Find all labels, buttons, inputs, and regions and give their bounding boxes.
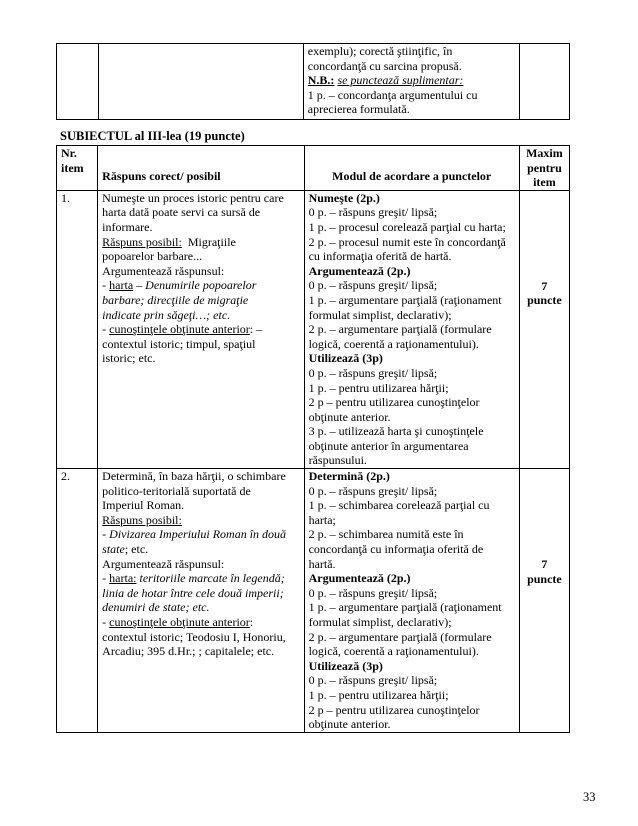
continuation-empty-cell <box>519 44 569 120</box>
text-span: - <box>102 322 110 337</box>
text-line: barbare; direcţiile de migraţie <box>102 292 249 307</box>
text-line: 1 p. – pentru utilizarea hărţii; <box>308 380 449 395</box>
continuation-empty-cell <box>99 44 304 120</box>
text-line: aprecierea formulată. <box>307 102 410 117</box>
possible-answer-label: Răspuns posibil: <box>102 512 182 527</box>
text-span: Denumirile popoarelor <box>145 278 257 293</box>
text-line: 1 p. – argumentare parţială (raţionament <box>308 292 502 307</box>
text-span: cunoştinţele obţinute anterior <box>109 615 250 629</box>
text-line <box>102 615 299 630</box>
text-line: 2 p. – schimbarea numită este în <box>308 527 464 542</box>
header-answer-label: Răspuns corect/ posibil <box>102 169 221 184</box>
max-points-value: 7 <box>541 557 548 572</box>
text-line: Determină, în baza hărţii, o schimbare <box>102 469 286 484</box>
text-span: teritoriile marcate în legendă; <box>136 571 285 586</box>
text-line: formulat simplist, declarativ); <box>308 615 452 629</box>
criterion-heading: Utilizează (3p) <box>308 658 383 673</box>
max-points-unit: puncte <box>527 293 562 308</box>
max-points-cell <box>519 469 569 733</box>
text-line: formulat simplist, declarativ); <box>308 307 452 322</box>
text-line: concordanţă cu sarcina propusă. <box>307 58 462 73</box>
text-line: informare. <box>102 219 153 234</box>
text-line: 2 p. – argumentare parţială (formulare <box>308 629 492 644</box>
text-line: 2 p. – argumentare parţială (formulare <box>308 322 492 337</box>
text-line <box>102 322 299 337</box>
continuation-table <box>56 43 570 120</box>
header-nr: Nr. <box>61 146 77 160</box>
header-answer <box>98 146 304 191</box>
text-line: Argumentează răspunsul: <box>102 556 225 571</box>
text-span: - <box>102 571 110 586</box>
text-line: cu informaţia oferită de hartă. <box>308 249 452 264</box>
header-scoring <box>304 146 519 191</box>
nb-label: N.B.: <box>307 73 335 88</box>
max-points-unit: puncte <box>527 571 562 586</box>
item-number: 2. <box>57 469 98 733</box>
answer-cell <box>98 469 304 733</box>
text-line: exemplu); corectă ştiinţific, în <box>307 44 453 58</box>
header-nr-item <box>57 146 98 191</box>
criterion-heading: Numeşte (2p.) <box>308 190 380 205</box>
text-line: obţinute anterior. <box>308 717 391 732</box>
scoring-cell <box>304 469 519 733</box>
text-line: 1 p. – concordanţa argumentului cu <box>307 87 478 102</box>
text-line: hartă. <box>308 556 336 571</box>
text-line: harta dată poate servi ca sursă de <box>102 205 261 220</box>
text-span: – <box>133 278 146 293</box>
text-line: logică, coerentă a raţionamentului). <box>308 336 479 351</box>
text-line: 1 p. – pentru utilizarea hărţii; <box>308 687 449 702</box>
header-max-line: Maxim <box>526 146 563 160</box>
nb-line <box>308 73 515 88</box>
text-line: Imperiul Roman. <box>102 498 185 513</box>
text-line: 0 p. – răspuns greşit/ lipsă; <box>308 278 438 293</box>
criterion-heading: Argumentează (2p.) <box>308 263 411 278</box>
text-line: 0 p. – răspuns greşit/ lipsă; <box>308 205 438 220</box>
possible-answer-label: Răspuns posibil: <box>102 234 182 249</box>
page-number: 33 <box>583 790 596 804</box>
header-row <box>57 146 570 191</box>
text-line: 1 p. – argumentare parţială (raţionament <box>308 600 502 615</box>
criterion-heading: Determină (2p.) <box>308 469 390 484</box>
header-scoring-label: Modul de acordare a punctelor <box>332 169 492 184</box>
header-max <box>519 146 569 191</box>
text-line: 2 p – pentru utilizarea cunoştinţelor <box>308 395 480 410</box>
text-line: obţinute anterior în argumentarea <box>308 438 469 453</box>
text-span: : – <box>249 322 263 337</box>
text-line: Argumentează răspunsul: <box>102 263 225 278</box>
text-line: Numeşte un proces istoric pentru care <box>102 190 284 205</box>
text-line: - Divizarea Imperiului Roman în două <box>102 527 287 542</box>
text-span: harta <box>109 278 134 293</box>
text-line: indicate prin săgeţi…; etc. <box>102 307 231 322</box>
text-line: 2 p – pentru utilizarea cunoştinţelor <box>308 702 480 717</box>
text-line: răspunsului. <box>308 453 367 468</box>
item-number: 1. <box>57 190 98 468</box>
text-line: 1 p. – schimbarea corelează parţial cu <box>308 498 490 513</box>
text-line <box>102 542 299 557</box>
text-span: Migraţiile <box>187 234 236 249</box>
table-row <box>57 190 570 468</box>
scoring-cell <box>304 190 519 468</box>
nb-text: se punctează suplimentar: <box>337 73 464 88</box>
text-span: ; etc. <box>124 542 149 557</box>
text-line: linia de hotar între cele două imperii; <box>102 585 284 600</box>
answer-cell <box>98 190 304 468</box>
text-line <box>102 571 299 586</box>
text-line: obţinute anterior. <box>308 409 391 424</box>
text-span: harta: <box>109 571 137 586</box>
text-span: cunoştinţele obţinute anterior <box>109 322 250 337</box>
text-line: 1 p. – procesul corelează parţial cu harta; <box>308 219 506 234</box>
header-max-line: pentru <box>527 160 562 175</box>
criterion-heading: Argumentează (2p.) <box>308 571 411 586</box>
max-points-value: 7 <box>541 278 548 293</box>
text-line: denumiri de state; etc. <box>102 600 210 615</box>
text-span: - <box>102 615 110 629</box>
text-line: harta; <box>308 512 336 527</box>
continuation-empty-cell <box>57 44 99 120</box>
text-line: 2 p. – procesul numit este în concordanţă <box>308 234 506 249</box>
text-line: logică, coerentă a raţionamentului). <box>308 644 479 659</box>
text-line <box>102 235 299 250</box>
text-span: : <box>249 615 254 629</box>
text-line: 0 p. – răspuns greşit/ lipsă; <box>308 585 438 600</box>
text-line: contextul istoric; timpul, spaţiul <box>102 336 256 351</box>
text-line: istoric; etc. <box>102 351 156 366</box>
text-span: - <box>102 278 110 293</box>
scoring-table <box>56 145 570 733</box>
max-points-cell <box>519 190 569 468</box>
text-line: 0 p. – răspuns greşit/ lipsă; <box>308 673 438 688</box>
criterion-heading: Utilizează (3p) <box>308 351 383 366</box>
text-line: contextul istoric; Teodosiu I, Honoriu, <box>102 629 286 644</box>
continuation-row <box>57 44 570 120</box>
text-line: Arcadiu; 395 d.Hr.; ; capitalele; etc. <box>102 644 275 659</box>
table-row <box>57 469 570 733</box>
text-line <box>102 278 299 293</box>
text-line: politico-teritorială suportată de <box>102 483 251 498</box>
text-line: 0 p. – răspuns greşit/ lipsă; <box>308 483 438 498</box>
text-line: 0 p. – răspuns greşit/ lipsă; <box>308 365 438 380</box>
header-item: item <box>61 160 84 175</box>
text-line: 3 p. – utilizează harta şi cunoştinţele <box>308 424 484 439</box>
continuation-scoring-cell <box>303 44 519 120</box>
text-line: popoarelor barbare... <box>102 249 203 264</box>
text-line: concordanţă cu informaţia oferită de <box>308 542 484 557</box>
section-title: SUBIECTUL al III-lea (19 puncte) <box>60 129 245 143</box>
header-max-line: item <box>533 175 556 190</box>
text-span: state <box>102 542 125 557</box>
